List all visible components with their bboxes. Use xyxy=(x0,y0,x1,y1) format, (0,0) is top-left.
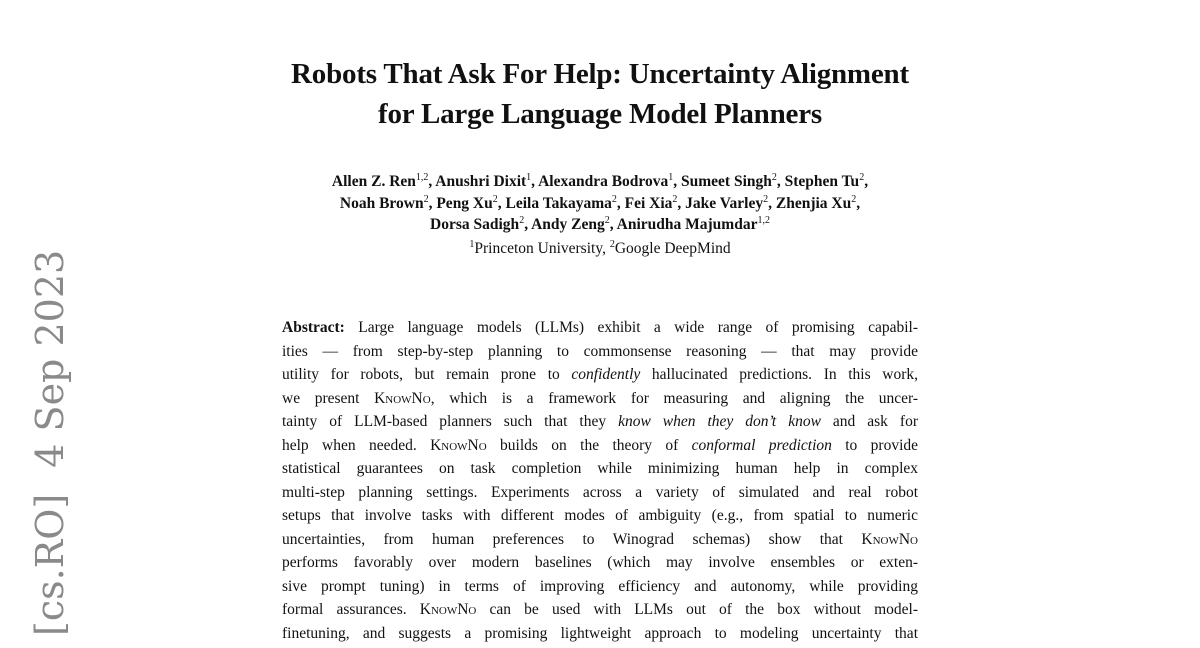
author-name: Zhenjia Xu xyxy=(775,194,852,212)
abstract-line: multi-step planning settings. Experiments across a variety of simulated and real robot xyxy=(282,483,918,501)
author-name: Peng Xu xyxy=(436,194,493,212)
author-name: Andy Zeng xyxy=(531,216,605,233)
method-name: KnowNo xyxy=(861,530,918,548)
author-name: Anushri Dixit xyxy=(435,173,527,190)
affiliation-mark: 2 xyxy=(609,238,615,250)
arxiv-stamp xyxy=(28,249,72,636)
author-affiliation-mark: 2 xyxy=(423,193,429,205)
abstract-line: sive prompt tuning) in terms of improving efficiency and autonomy, while providing xyxy=(282,577,918,595)
abstract-line: utility for robots, but remain prone to confidently hallucinated predictions. In this work, xyxy=(282,366,919,383)
abstract-line: formal assurances. KnowNo can be used with LLMs out of the box without model- xyxy=(282,601,919,618)
author-name: Allen Z. Ren xyxy=(331,173,416,190)
author-affiliation-mark: 2 xyxy=(604,214,610,226)
author-list xyxy=(0,171,1200,236)
abstract-label: Abstract: xyxy=(282,319,345,336)
abstract-line: ities — from step-by-step planning to commonsense reasoning — that may provide xyxy=(282,342,918,360)
title-line-2: for Large Language Model Planners xyxy=(378,98,822,130)
abstract-line: tainty of LLM-based planners such that they know when they don’t know and ask for xyxy=(282,413,918,430)
arxiv-category: [cs.RO] xyxy=(28,493,72,636)
method-name: KnowNo xyxy=(419,601,477,618)
author-name: Jake Varley xyxy=(685,194,764,212)
author-name: Sumeet Singh xyxy=(681,173,772,190)
author-line-2: Noah Brown$^2$, Peng Xu$^2$, Leila Takayama$^2$, Fei Xia$^2$, Jake Varley$^2$, Zhenjia Xu$^2$, xyxy=(339,193,861,212)
affiliation-mark: 1 xyxy=(469,238,475,250)
abstract-line: we present KnowNo, which is a framework for measuring and aligning the uncer- xyxy=(282,389,918,407)
author-affiliation-mark: 2 xyxy=(519,214,525,226)
affiliation-name: Google DeepMind xyxy=(614,240,731,257)
abstract xyxy=(282,316,918,645)
author-name: Dorsa Sadigh xyxy=(430,216,520,233)
author-affiliation-mark: 1,2 xyxy=(757,214,770,226)
author-affiliation-mark: 1,2 xyxy=(415,171,429,183)
abstract-line: performs favorably over modern baselines (which may involve ensembles or exten- xyxy=(282,554,918,571)
author-line-3: Dorsa Sadigh$^2$, Andy Zeng$^2$, Anirudha Majumdar$^{1,2}$ xyxy=(430,214,770,233)
affiliation-name: Princeton University xyxy=(474,240,603,257)
author-name: Fei Xia xyxy=(624,194,673,212)
author-affiliation-mark: 1 xyxy=(668,171,674,183)
author-affiliation-mark: 2 xyxy=(672,193,678,205)
author-line-1: Allen Z. Ren$^{1,2}$, Anushri Dixit$^1$, Alexandra Bodrova$^1$, Sumeet Singh$^2$, Stephen Tu$^2$, xyxy=(331,171,869,190)
emphasis-text: conformal prediction xyxy=(691,436,832,454)
author-name: Noah Brown xyxy=(339,194,424,212)
author-affiliation-mark: 2 xyxy=(763,193,769,205)
title-line-1: Robots That Ask For Help: Uncertainty Alignment xyxy=(291,58,909,90)
author-name: Stephen Tu xyxy=(784,173,860,190)
arxiv-date: 4 Sep 2023 xyxy=(28,249,72,468)
abstract-line: help when needed. KnowNo builds on the theory of conformal prediction to provide xyxy=(282,436,919,454)
emphasis-text: know when they don’t know xyxy=(618,413,821,430)
emphasis-text: confidently xyxy=(571,366,641,383)
paper-title xyxy=(0,54,1200,134)
author-affiliation-mark: 2 xyxy=(851,193,857,205)
affiliations: $^1$Princeton University, $^2$Google DeepMind xyxy=(469,238,731,257)
author-affiliation-mark: 2 xyxy=(859,171,865,183)
abstract-line: Abstract: Large language models (LLMs) exhibit a wide range of promising capabil- xyxy=(282,319,918,336)
method-name: KnowNo xyxy=(430,436,487,454)
abstract-line: setups that involve tasks with different modes of ambiguity (e.g., from spatial to numeric xyxy=(282,507,918,524)
author-affiliation-mark: 1 xyxy=(526,171,532,183)
abstract-line: uncertainties, from human preferences to Winograd schemas) show that KnowNo xyxy=(282,530,918,548)
method-name: KnowNo xyxy=(374,389,431,407)
abstract-line: finetuning, and suggests a promising lightweight approach to modeling uncertainty that xyxy=(282,624,918,642)
author-affiliation-mark: 2 xyxy=(611,193,617,205)
author-affiliation-mark: 2 xyxy=(771,171,777,183)
abstract-line: statistical guarantees on task completion while minimizing human help in complex xyxy=(282,460,918,477)
author-name: Alexandra Bodrova xyxy=(538,173,669,190)
author-name: Anirudha Majumdar xyxy=(616,216,758,233)
author-name: Leila Takayama xyxy=(505,194,612,212)
author-affiliation-mark: 2 xyxy=(492,193,498,205)
